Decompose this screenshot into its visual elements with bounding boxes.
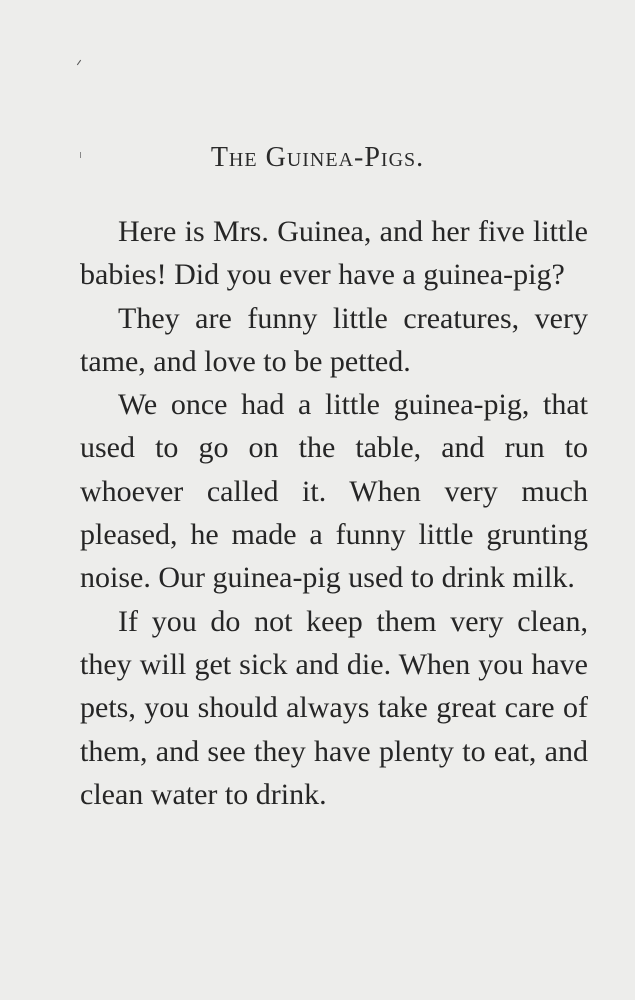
paragraph-3: We once had a little guinea-pig, that used to go on the table, and run to whoever called it. When very much pleased, he made a funny little grunting noise. Our guinea-pig used to drink milk. bbox=[80, 388, 588, 595]
paragraph-1: Here is Mrs. Guinea, and her five little babies! Did you ever have a guinea-pig? bbox=[80, 215, 588, 292]
print-speck bbox=[77, 60, 81, 65]
story-text bbox=[80, 210, 588, 816]
paragraph-2: They are funny little creatures, very tame, and love to be petted. bbox=[80, 301, 588, 378]
page-title: The Guinea-Pigs. bbox=[210, 142, 425, 173]
paragraph-4: If you do not keep them very clean, they will get sick and die. When you have pets, you should always take great care of them, and see they have plenty to eat, and clean water to drink. bbox=[80, 604, 588, 811]
